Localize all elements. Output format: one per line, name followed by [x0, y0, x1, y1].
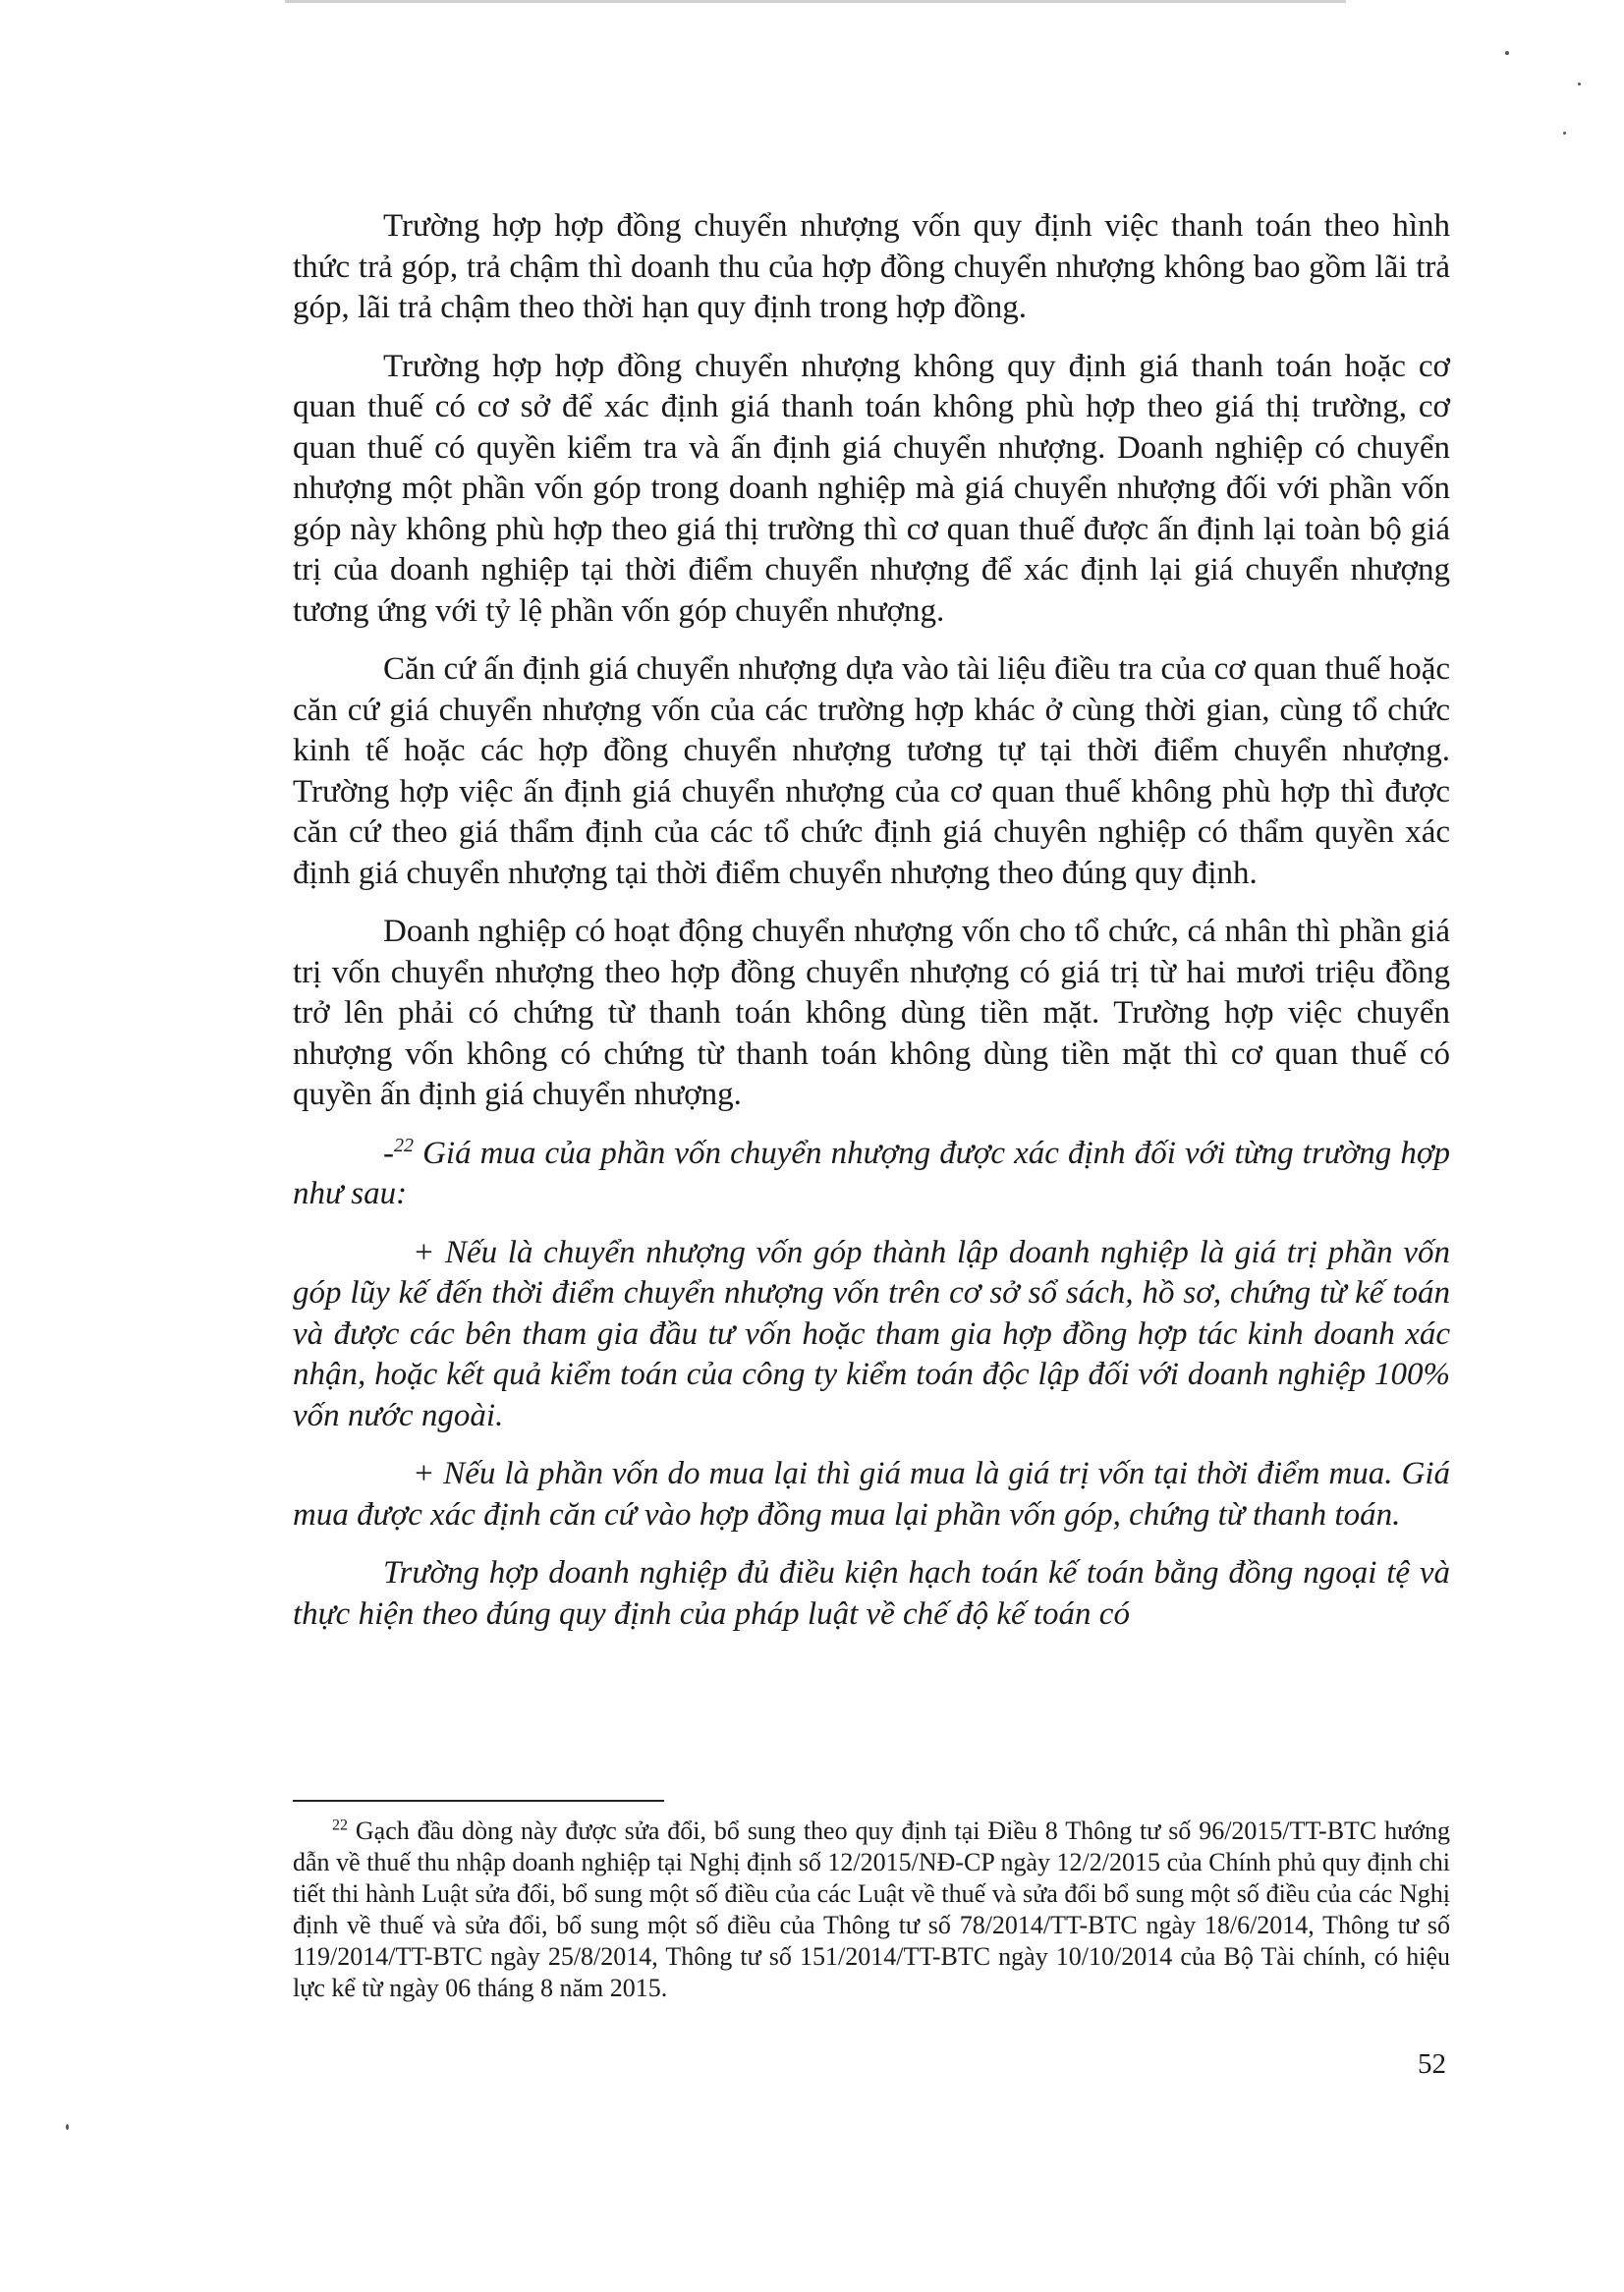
footnote-ref: 22: [394, 1134, 414, 1156]
scan-speck: [66, 2124, 69, 2130]
footnote-text: Gạch đầu dòng này được sửa đổi, bổ sung theo quy định tại Điều 8 Thông tư số 96/2015/TT-BTC hướng dẫn về thuế thu nhập doanh nghiệp tại Nghị định số 12/2015/NĐ-CP ngày 12/2/2015 của Chính phủ quy định chi tiết thi hành Luật sửa đổi, bổ sung một số điều của các Luật về thuế và sửa đổi bổ sung một số điều của các Nghị định về thuế và sửa đổi, bổ sung một số điều của Thông tư số 78/2014/TT-BTC ngày 18/6/2014, Thông tư số 119/2014/TT-BTC ngày 25/8/2014, Thông tư số 151/2014/TT-BTC ngày 10/10/2014 của Bộ Tài chính, có hiệu lực kể từ ngày 06 tháng 8 năm 2015.: [293, 1817, 1450, 2002]
page-number: 52: [1418, 2048, 1446, 2080]
footnote: [293, 1816, 1450, 2004]
paragraph: Căn cứ ấn định giá chuyển nhượng dựa vào tài liệu điều tra của cơ quan thuế hoặc căn cứ giá chuyển nhượng vốn của các trường hợp khác ở cùng thời gian, cùng tổ chức kinh tế hoặc các hợp đồng chuyển nhượng tương tự tại thời điểm chuyển nhượng. Trường hợp việc ấn định giá chuyển nhượng của cơ quan thuế không phù hợp thì được căn cứ theo giá thẩm định của các tổ chức định giá chuyên nghiệp có thẩm quyền xác định giá chuyển nhượng tại thời điểm chuyển nhượng theo đúng quy định.: [293, 651, 1450, 891]
document-body: [293, 206, 1450, 1652]
scan-speck: [1505, 51, 1509, 55]
scan-top-edge: [285, 0, 1346, 3]
paragraph: Trường hợp hợp đồng chuyển nhượng không quy định giá thanh toán hoặc cơ quan thuế có cơ sở để xác định giá thanh toán không phù hợp theo giá thị trường, cơ quan thuế có quyền kiểm tra và ấn định giá chuyển nhượng. Doanh nghiệp có chuyển nhượng một phần vốn góp trong doanh nghiệp mà giá chuyển nhượng đối với phần vốn góp này không phù hợp theo giá thị trường thì cơ quan thuế được ấn định lại toàn bộ giá trị của doanh nghiệp tại thời điểm chuyển nhượng để xác định lại giá chuyển nhượng tương ứng với tỷ lệ phần vốn góp chuyển nhượng.: [293, 348, 1450, 629]
footnote-separator: [293, 1800, 664, 1802]
paragraph-italic: + Nếu là chuyển nhượng vốn góp thành lập doanh nghiệp là giá trị phần vốn góp lũy kế đến thời điểm chuyển nhượng vốn trên cơ sở sổ sách, hồ sơ, chứng từ kế toán và được các bên tham gia đầu tư vốn hoặc tham gia hợp đồng hợp tác kinh doanh xác nhận, hoặc kết quả kiểm toán của công ty kiểm toán độc lập đối với doanh nghiệp 100% vốn nước ngoài.: [293, 1234, 1450, 1433]
scan-speck: [1563, 132, 1566, 135]
paragraph-italic: [293, 1134, 1450, 1215]
paragraph: Doanh nghiệp có hoạt động chuyển nhượng vốn cho tổ chức, cá nhân thì phần giá trị vốn chuyển nhượng theo hợp đồng chuyển nhượng có giá trị từ hai mươi triệu đồng trở lên phải có chứng từ thanh toán không dùng tiền mặt. Trường hợp việc chuyển nhượng vốn không có chứng từ thanh toán không dùng tiền mặt thì cơ quan thuế có quyền ấn định giá chuyển nhượng.: [293, 914, 1450, 1112]
paragraph-italic: Trường hợp doanh nghiệp đủ điều kiện hạch toán kế toán bằng đồng ngoại tệ và thực hiện theo đúng quy định của pháp luật về chế độ kế toán có: [293, 1555, 1450, 1632]
paragraph: Trường hợp hợp đồng chuyển nhượng vốn quy định việc thanh toán theo hình thức trả góp, trả chậm thì doanh thu của hợp đồng chuyển nhượng không bao gồm lãi trả góp, lãi trả chậm theo thời hạn quy định trong hợp đồng.: [293, 208, 1450, 325]
paragraph-italic: + Nếu là phần vốn do mua lại thì giá mua là giá trị vốn tại thời điểm mua. Giá mua được xác định căn cứ vào hợp đồng mua lại phần vốn góp, chứng từ thanh toán.: [293, 1456, 1450, 1533]
scan-speck: [1578, 83, 1581, 85]
paragraph-text: Giá mua của phần vốn chuyển nhượng được xác định đối với từng trường hợp như sau:: [293, 1135, 1450, 1211]
dash-prefix: -: [383, 1135, 394, 1171]
footnote-number: 22: [332, 1817, 348, 1834]
